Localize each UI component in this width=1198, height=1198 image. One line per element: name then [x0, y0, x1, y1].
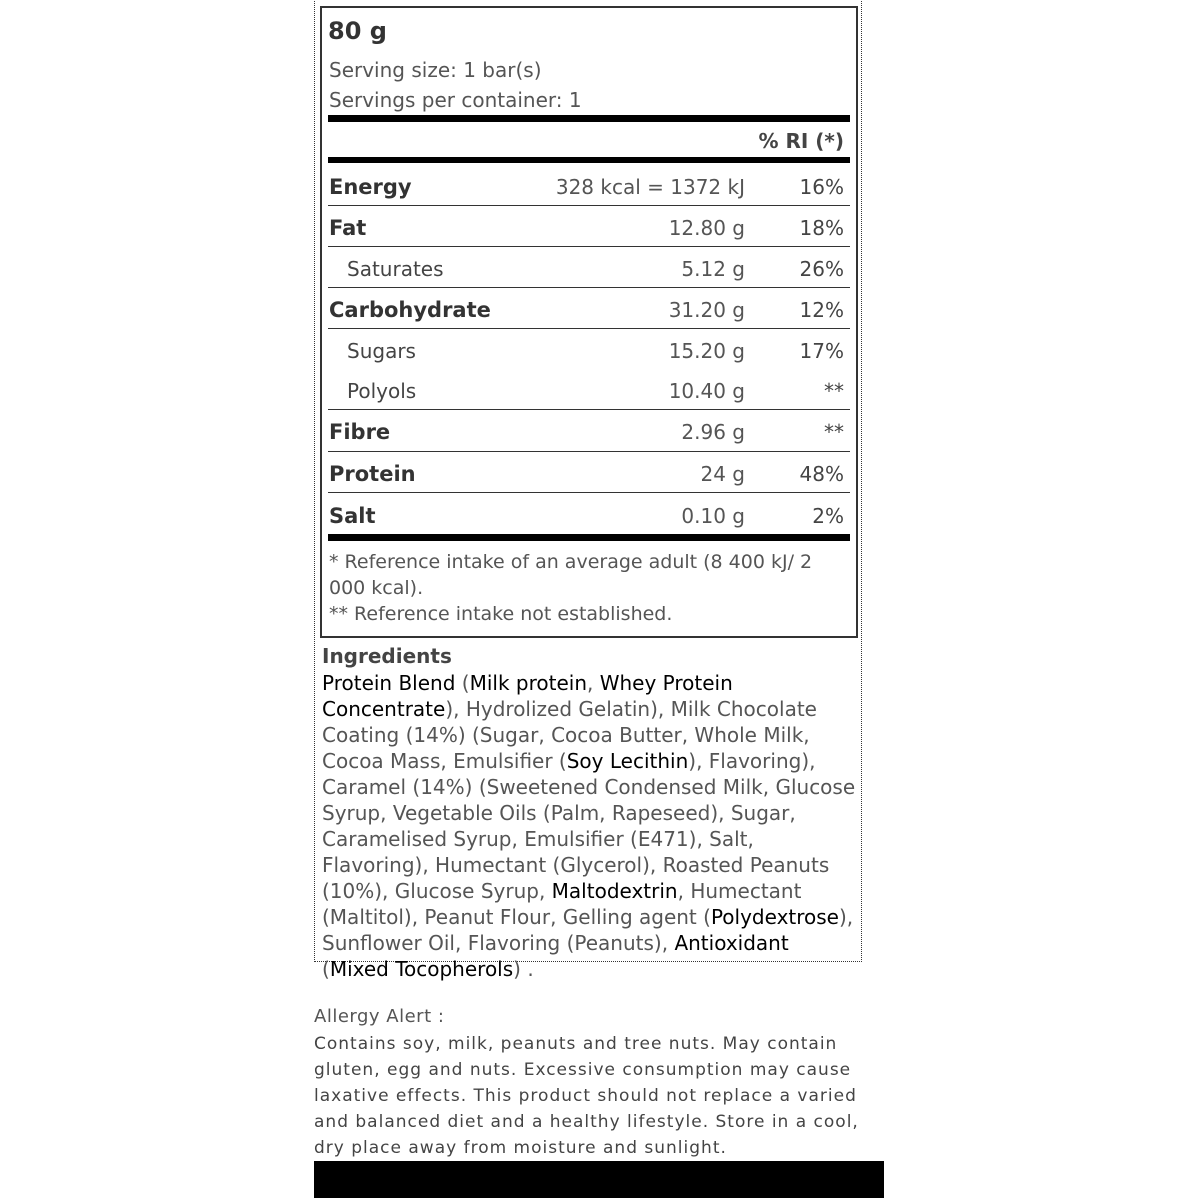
nutrient-label: Energy: [329, 175, 412, 199]
nutrient-amount: 328 kcal = 1372 kJ: [555, 175, 745, 199]
ingredient-emphasis: Soy Lecithin: [566, 749, 689, 773]
nutrient-amount: 0.10 g: [681, 504, 745, 528]
nutrient-row-energy: [328, 165, 850, 206]
footnote-ri: * Reference intake of an average adult (8 400 kJ/ 2: [329, 551, 813, 573]
nutrient-label: Polyols: [347, 379, 417, 403]
nutrient-label: Salt: [329, 504, 376, 528]
nutrient-ri: 17%: [799, 339, 844, 363]
nutrient-ri: 12%: [799, 298, 844, 322]
nutrient-label: Sugars: [347, 339, 416, 363]
ingredient-text-segment: ), Flavoring), Caramel (14%) (Sweetened Condensed Milk, Glucose Syrup, Vegetable Oils (Palm, Rapeseed), Sugar, Caramelised Syrup, Emulsifier (E471), Salt, Flavoring), Humectant (Glycerol), Roasted Peanuts (10%), Glucose Syrup,: [322, 749, 856, 903]
servings-per-container: Servings per container: 1: [329, 88, 582, 112]
nutrient-ri: 18%: [799, 216, 844, 240]
thick-divider: [328, 157, 850, 163]
nutrient-row-fibre: [328, 410, 850, 451]
nutrient-amount: 10.40 g: [668, 379, 745, 403]
nutrient-ri: 48%: [799, 462, 844, 486]
nutrient-ri: **: [824, 379, 844, 403]
ingredient-emphasis: Antioxidant: [674, 931, 789, 955]
ingredients-heading: Ingredients: [322, 644, 452, 668]
nutrient-row-salt: [328, 494, 850, 535]
ingredient-emphasis: Whey Protein Concentrate: [322, 671, 733, 721]
allergy-text: Contains soy, milk, peanuts and tree nuts. May contain gluten, egg and nuts. Excessive consumption may cause laxative effects. This product should not replace a varied and balanced diet and a healthy lifestyle. Store in a cool, dry place away from moisture and sunlight.: [314, 1034, 859, 1158]
thick-divider: [328, 115, 850, 122]
nutrient-ri: 26%: [799, 257, 844, 281]
ri-column-header: % RI (*): [758, 129, 844, 153]
ingredient-text-segment: (: [455, 671, 470, 695]
serving-size: Serving size: 1 bar(s): [329, 58, 542, 82]
nutrient-amount: 2.96 g: [681, 420, 745, 444]
nutrient-label: Fat: [329, 216, 367, 240]
ingredient-emphasis: Maltodextrin: [551, 879, 678, 903]
nutrient-ri: 2%: [812, 504, 844, 528]
nutrient-row-protein: [328, 452, 850, 493]
footer-black-strip: [314, 1161, 884, 1198]
ingredients-text: [322, 670, 858, 982]
nutrient-label: Carbohydrate: [329, 298, 491, 322]
nutrient-row-sugars: [328, 329, 850, 370]
ingredient-text-segment: ) .: [513, 957, 534, 981]
footnote-not-established: ** Reference intake not established.: [329, 603, 673, 625]
row-divider: [328, 492, 850, 493]
nutrient-amount: 31.20 g: [668, 298, 745, 322]
allergy-heading: Allergy Alert :: [314, 1006, 445, 1027]
nutrient-label: Saturates: [347, 257, 444, 281]
nutrient-ri: **: [824, 420, 844, 444]
nutrient-row-fat: [328, 206, 850, 247]
nutrient-row-carbohydrate: [328, 288, 850, 329]
net-amount: 80 g: [328, 17, 387, 45]
nutrient-label: Protein: [329, 462, 416, 486]
ingredient-text-segment: , Humectant (Maltitol), Peanut Flour, Gelling agent (: [322, 879, 802, 929]
nutrient-label: Fibre: [329, 420, 391, 444]
nutrient-amount: 12.80 g: [668, 216, 745, 240]
ingredient-emphasis: Protein Blend: [322, 671, 456, 695]
ingredient-emphasis: Mixed Tocopherols: [329, 957, 514, 981]
nutrient-amount: 24 g: [700, 462, 745, 486]
nutrient-amount: 15.20 g: [668, 339, 745, 363]
ingredient-text-segment: ), Sunflower Oil, Flavoring (Peanuts),: [322, 905, 854, 955]
ingredient-text-segment: (: [322, 957, 330, 981]
nutrient-row-polyols: [328, 369, 850, 410]
ingredient-emphasis: Polydextrose: [710, 905, 839, 929]
nutrient-ri: 16%: [799, 175, 844, 199]
footnote-ri-continued: 000 kcal).: [329, 577, 424, 599]
thick-divider: [328, 534, 850, 541]
ingredient-emphasis: Milk protein: [469, 671, 587, 695]
nutrient-row-saturates: [328, 247, 850, 288]
nutrient-amount: 5.12 g: [681, 257, 745, 281]
ingredient-text-segment: ), Hydrolized Gelatin), Milk Chocolate Coating (14%) (Sugar, Cocoa Butter, Whole Milk, Cocoa Mass, Emulsifier (: [322, 697, 817, 773]
ingredient-text-segment: ,: [587, 671, 600, 695]
